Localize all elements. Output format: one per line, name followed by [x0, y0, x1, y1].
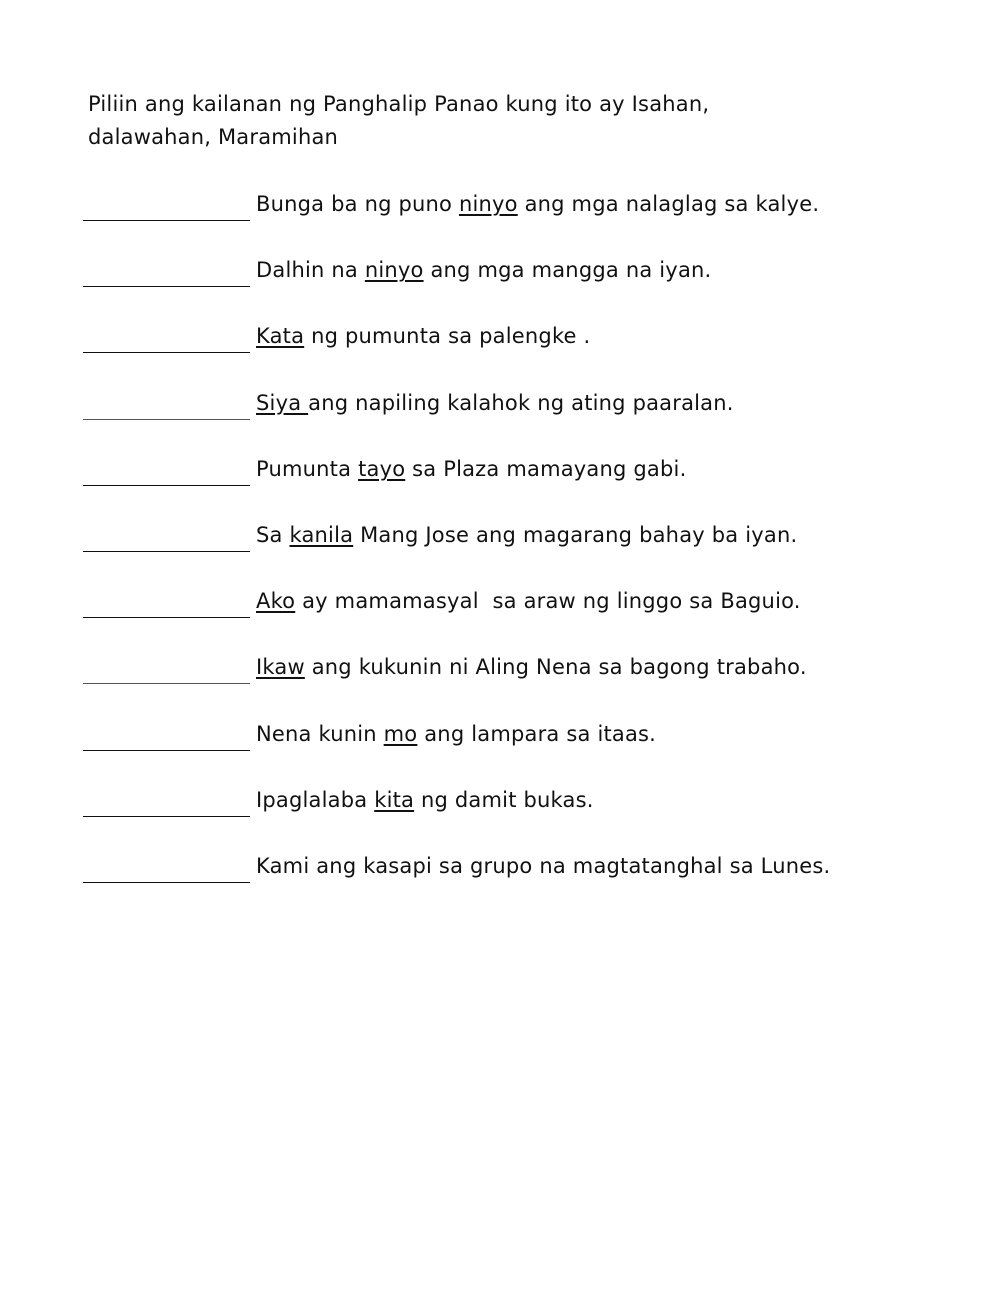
underlined-pronoun: Siya	[256, 390, 309, 415]
underlined-pronoun: Ako	[256, 589, 296, 614]
instructions-line-1: Piliin ang kailanan ng Panghalip Panao kung ito ay Isahan,	[88, 92, 710, 116]
answer-blank-2[interactable]	[83, 286, 250, 287]
sentence-8	[256, 652, 807, 682]
answer-blank-1[interactable]	[83, 220, 250, 221]
sentence-text: Bunga ba ng puno	[256, 192, 459, 216]
exercise-item-10	[83, 781, 963, 847]
sentence-text: sa Plaza mamayang gabi.	[405, 456, 687, 481]
exercise-item-3	[83, 317, 963, 383]
exercise-item-9	[83, 715, 963, 781]
sentence-5	[256, 454, 686, 484]
answer-blank-11[interactable]	[83, 882, 250, 883]
answer-blank-5[interactable]	[83, 485, 250, 486]
answer-blank-7[interactable]	[83, 617, 250, 618]
answer-blank-6[interactable]	[83, 551, 250, 552]
sentence-text: ang mga mangga na iyan.	[423, 258, 712, 283]
sentence-text: Dalhin na	[256, 258, 365, 283]
exercise-list	[83, 185, 963, 913]
sentence-text: ang napiling kalahok ng ating paaralan.	[308, 390, 734, 415]
sentence-text: ng pumunta sa palengke .	[304, 324, 591, 349]
exercise-item-2	[83, 251, 963, 317]
underlined-pronoun: ninyo	[364, 258, 424, 283]
sentence-9	[256, 719, 656, 749]
sentence-1	[256, 189, 819, 219]
sentence-4	[256, 388, 734, 418]
answer-blank-8[interactable]	[83, 683, 250, 684]
sentence-10	[256, 785, 594, 815]
sentence-7	[256, 586, 801, 616]
exercise-item-7	[83, 582, 963, 648]
exercise-item-6	[83, 516, 963, 582]
exercise-item-4	[83, 384, 963, 450]
sentence-text: ng damit bukas.	[414, 787, 594, 812]
sentence-text: Sa	[256, 522, 290, 547]
sentence-6	[256, 520, 797, 550]
sentence-11	[256, 851, 830, 881]
instructions	[88, 88, 788, 154]
answer-blank-10[interactable]	[83, 816, 250, 817]
exercise-item-8	[83, 648, 963, 714]
sentence-text: ay mamamasyal sa araw ng linggo sa Baguio.	[295, 589, 801, 614]
underlined-pronoun: kita	[374, 787, 415, 812]
sentence-text: Mang Jose ang magarang bahay ba iyan.	[353, 522, 798, 547]
exercise-item-1	[83, 185, 963, 251]
sentence-text: Kami ang kasapi sa grupo na magtatanghal sa Lunes.	[256, 853, 831, 878]
sentence-text: Ipaglalaba	[256, 787, 375, 812]
answer-blank-4[interactable]	[83, 419, 250, 420]
sentence-text: ang kukunin ni Aling Nena sa bagong trabaho.	[304, 655, 807, 680]
sentence-3	[256, 321, 590, 351]
sentence-text: Nena kunin	[256, 721, 384, 746]
answer-blank-9[interactable]	[83, 750, 250, 751]
underlined-pronoun: Ikaw	[256, 655, 305, 680]
exercise-item-5	[83, 450, 963, 516]
instructions-line-2: dalawahan, Maramihan	[88, 125, 339, 149]
sentence-text: Pumunta	[256, 456, 359, 481]
underlined-pronoun: ninyo	[458, 192, 518, 216]
underlined-pronoun: mo	[383, 721, 418, 746]
sentence-2	[256, 255, 711, 285]
underlined-pronoun: tayo	[358, 456, 406, 481]
answer-blank-3[interactable]	[83, 352, 250, 353]
exercise-item-11	[83, 847, 963, 913]
underlined-pronoun: kanila	[289, 522, 354, 547]
sentence-text: ang lampara sa itaas.	[417, 721, 657, 746]
underlined-pronoun: Kata	[256, 324, 305, 349]
sentence-text: ang mga nalaglag sa kalye.	[517, 192, 820, 216]
